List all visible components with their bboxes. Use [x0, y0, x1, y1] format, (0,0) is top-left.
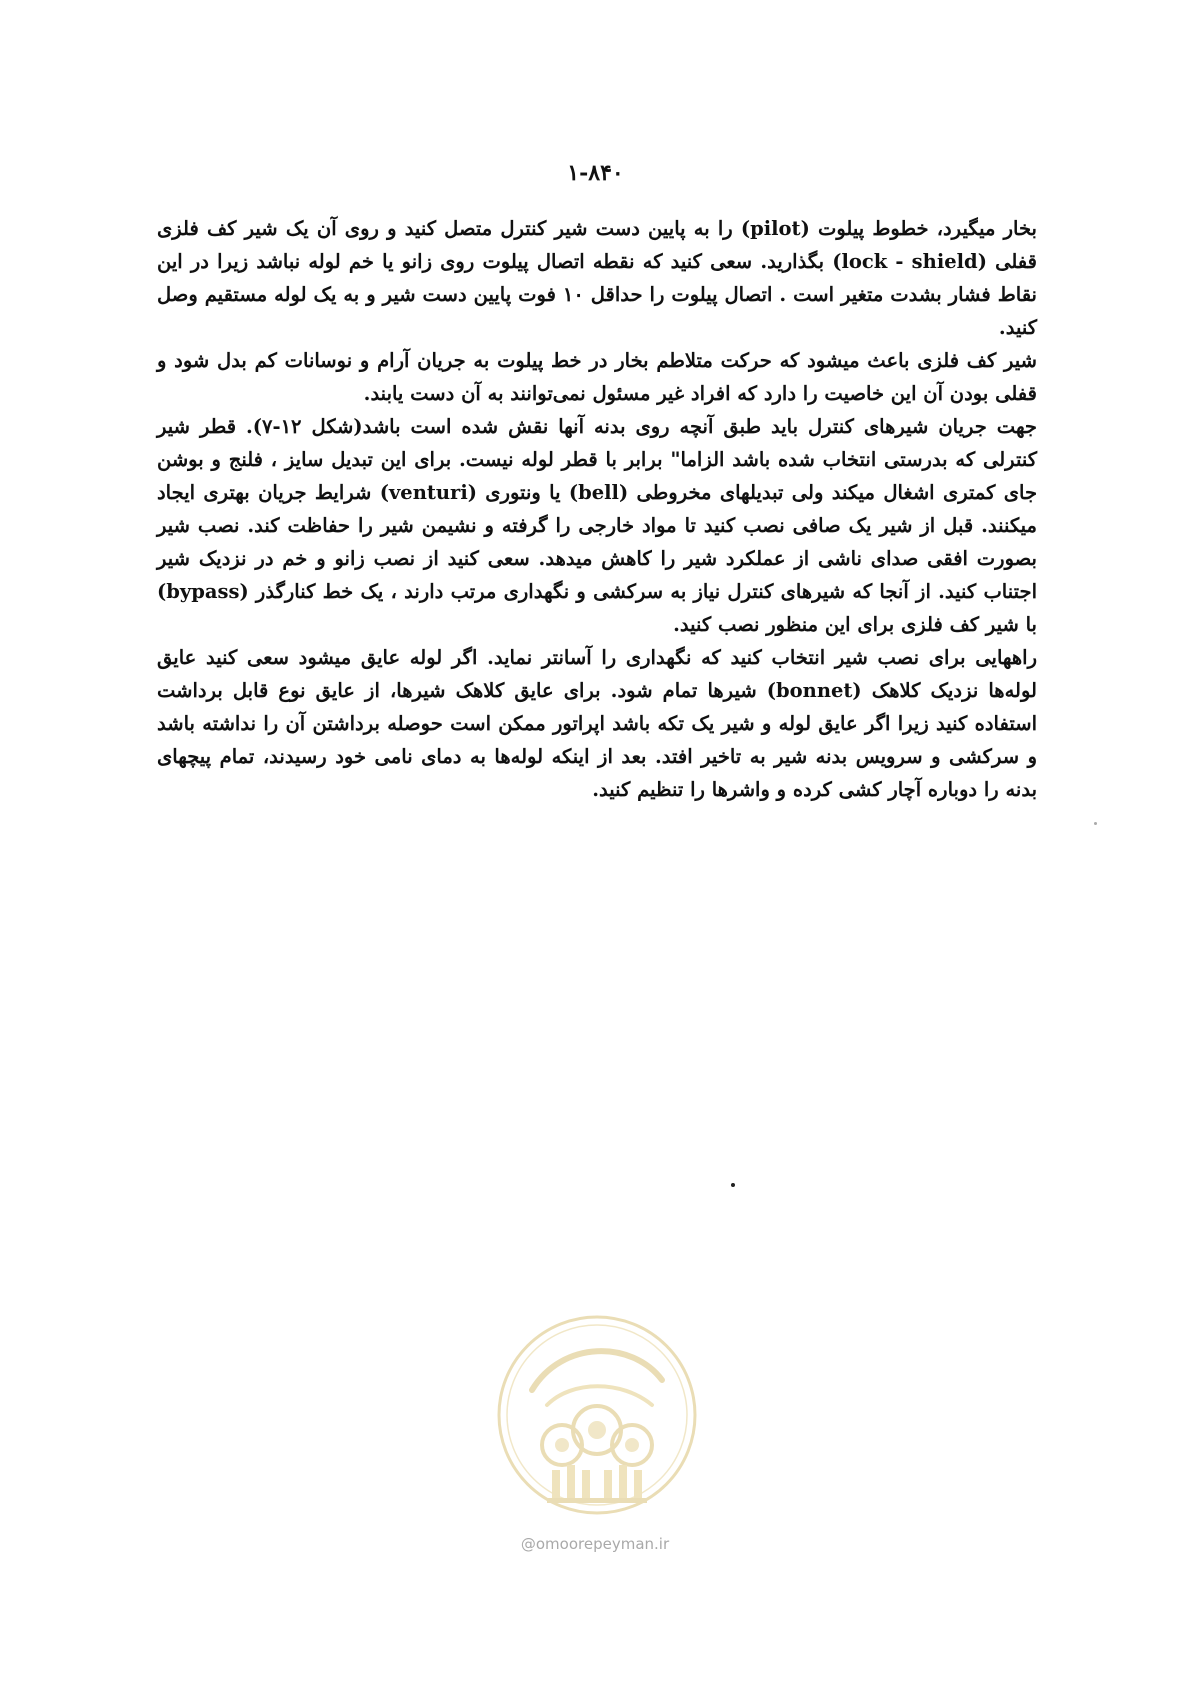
- omoorepeyman-logo-icon: [492, 1310, 702, 1520]
- paragraph-2: شیر کف فلزی باعث میشود که حرکت متلاطم بخار در خط پیلوت به جریان آرام و نوسانات کم بدل شود و قفلی بودن آن این خاصیت را دارد که افراد غیر مسئول نمی‌توانند به آن دست یابند.: [157, 349, 1037, 405]
- page-number: ٨-١۴٠: [567, 160, 624, 186]
- scan-speck: [1094, 822, 1097, 825]
- watermark-url: @omoorepeyman.ir: [520, 1535, 670, 1553]
- paragraph-3: جهت جریان شیرهای کنترل باید طبق آنچه روی بدنه آنها نقش شده است باشد(شکل ١٢-٧). قطر شیر کنترلی که بدرستی انتخاب شده باشد الزاما" برابر با قطر لوله نیست. برای این تبدیل سایز ، فلنج و بوشن جای کمتری اشغال میکند ولی تبدیلهای مخروطی (bell) یا ونتوری (venturi) شرایط جریان بهتری ایجاد میکنند. قبل از شیر یک صافی نصب کنید تا مواد خارجی را گرفته و نشیمن شیر را حفاظت کند. نصب شیر بصورت افقی صدای ناشی از عملکرد شیر را کاهش میدهد. سعی کنید از نصب زانو و خم در نزدیک شیر اجتناب کنید. از آنجا که شیرهای کنترل نیاز به سرکشی و نگهداری مرتب دارند ، یک خط کنارگذر (bypass) با شیر کف فلزی برای این منظور نصب کنید.: [157, 415, 1038, 636]
- scan-dot: [731, 1183, 735, 1187]
- paragraph-1: بخار میگیرد، خطوط پیلوت (pilot) را به پایین دست شیر کنترل متصل کنید و روی آن یک شیر کف فلزی قفلی (lock - shield) بگذارید. سعی کنید که نقطه اتصال پیلوت روی زانو یا خم لوله نباشد زیرا در این نقاط فشار بشدت متغیر است . اتصال پیلوت را حداقل ١٠ فوت پایین دست شیر و به یک لوله مستقیم وصل کنید.: [157, 217, 1037, 339]
- document-body: [157, 212, 1037, 806]
- paragraph-4: راههایی برای نصب شیر انتخاب کنید که نگهداری را آسانتر نماید. اگر لوله عایق میشود سعی کنید عایق لوله‌ها نزدیک کلاهک (bonnet) شیرها تمام شود. برای عایق کلاهک شیرها، از عایق نوع قابل برداشت استفاده کنید زیرا اگر عایق لوله و شیر یک تکه باشد اپراتور ممکن است حوصله برداشتن آن را نداشته باشد و سرکشی و سرویس بدنه شیر به تاخیر افتد. بعد از اینکه لوله‌ها به دمای نامی خود رسیدند، تمام پیچهای بدنه را دوباره آچار کشی کرده و واشرها را تنظیم کنید.: [157, 646, 1037, 801]
